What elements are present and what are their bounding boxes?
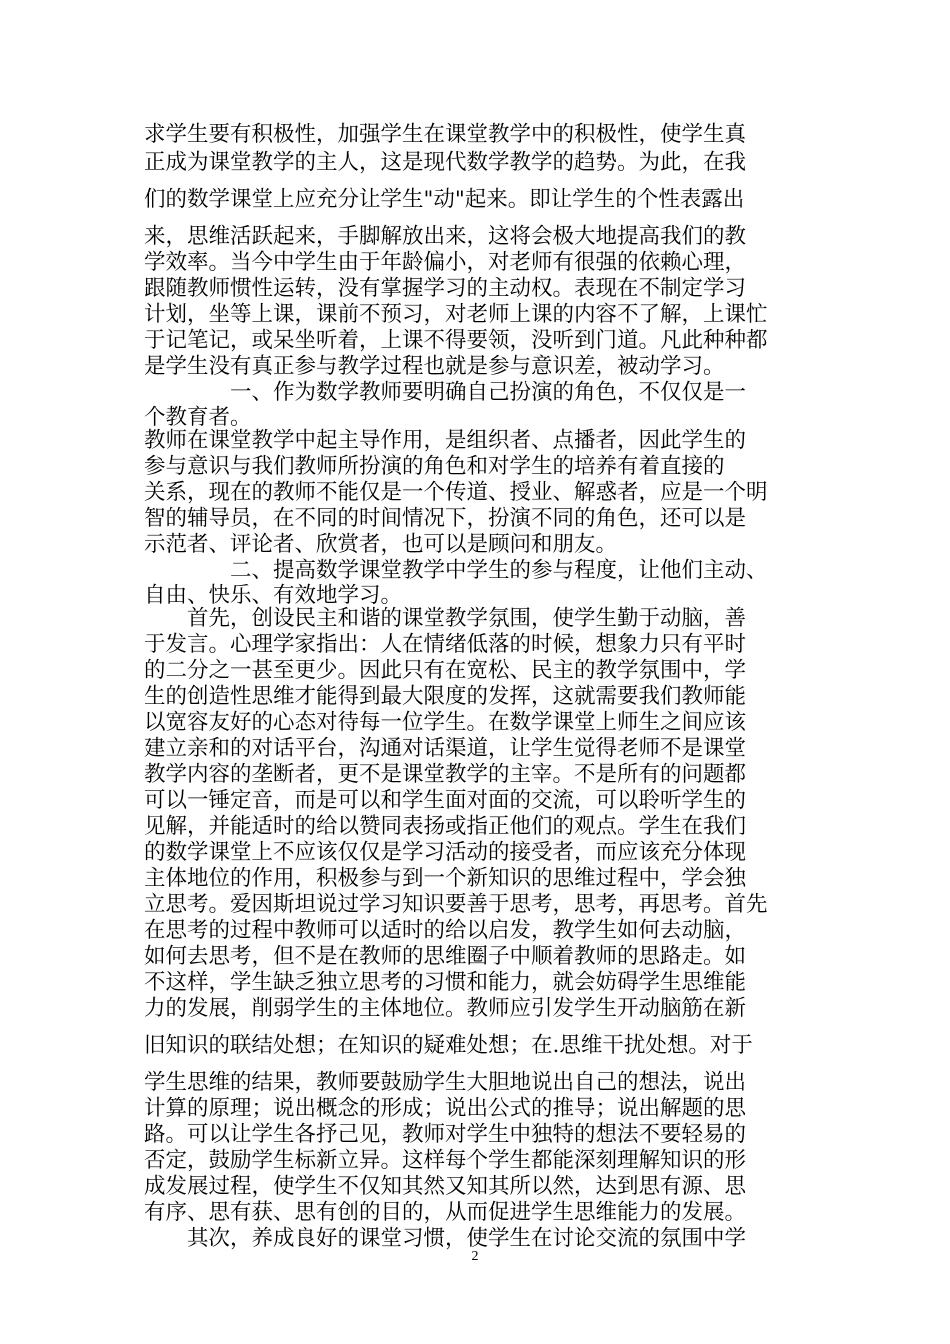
text-line: 有序、思有获、思有创的目的，从而促进学生思维能力的发展。 <box>144 1200 747 1225</box>
text-line: 们的数学课堂上应充分让学生"动"起来。即让学生的个性表露出 <box>144 187 745 212</box>
text-line: 个教育者。 <box>144 405 252 430</box>
text-line: 参与意识与我们教师所扮演的角色和对学生的培养有着直接的 <box>144 454 725 479</box>
text-line: 的二分之一甚至更少。因此只有在宽松、民主的教学氛围中，学 <box>144 658 747 683</box>
text-line: 教师在课堂教学中起主导作用，是组织者、点播者，因此学生的 <box>144 428 747 453</box>
text-line: 是学生没有真正参与教学过程也就是参与意识差，被动学习。 <box>144 354 725 379</box>
text-line: 教学内容的垄断者，更不是课堂教学的主宰。不是所有的问题都 <box>144 762 747 787</box>
text-line: 如何去思考，但不是在教师的思维圈子中顺着教师的思路走。如 <box>144 944 747 969</box>
text-line: 生的创造性思维才能得到最大限度的发挥，这就需要我们教师能 <box>144 684 747 709</box>
text-line: 建立亲和的对话平台，沟通对话渠道，让学生觉得老师不是课堂 <box>144 736 747 761</box>
text-line: 其次，养成良好的课堂习惯，使学生在讨论交流的氛围中学 <box>144 1226 747 1251</box>
text-line: 见解，并能适时的给以赞同表扬或指正他们的观点。学生在我们 <box>144 814 747 839</box>
text-line: 在思考的过程中教师可以适时的给以启发，教学生如何去动脑， <box>144 918 747 943</box>
text-line: 学效率。当今中学生由于年龄偏小，对老师有很强的依赖心理， <box>144 250 747 275</box>
text-line: 来，思维活跃起来，手脚解放出来，这将会极大地提高我们的教 <box>144 224 747 249</box>
text-line: 求学生要有积极性，加强学生在课堂教学中的积极性，使学生真 <box>144 122 747 147</box>
text-line: 自由、快乐、有效地学习。 <box>144 583 403 608</box>
text-line: 二、提高数学课堂教学中学生的参与程度，让他们主动、 <box>144 558 768 583</box>
text-line: 于发言。心理学家指出：人在情绪低落的时候，想象力只有平时 <box>144 632 747 657</box>
text-line: 正成为课堂教学的主人，这是现代数学教学的趋势。为此，在我 <box>144 150 747 175</box>
text-line: 关系，现在的教师不能仅是一个传道、授业、解惑者，应是一个明 <box>144 480 768 505</box>
text-line: 首先，创设民主和谐的课堂教学氛围，使学生勤于动脑，善 <box>144 606 747 631</box>
text-line: 于记笔记，或呆坐听着，上课不得要领，没听到门道。凡此种种都 <box>144 328 768 353</box>
text-line: 以宽容友好的心态对待每一位学生。在数学课堂上师生之间应该 <box>144 710 747 735</box>
text-line: 否定，鼓励学生标新立异。这样每个学生都能深刻理解知识的形 <box>144 1148 747 1173</box>
text-line: 不这样，学生缺乏独立思考的习惯和能力，就会妨碍学生思维能 <box>144 970 747 995</box>
text-line: 主体地位的作用，积极参与到一个新知识的思维过程中，学会独 <box>144 866 747 891</box>
text-line: 计划，坐等上课，课前不预习，对老师上课的内容不了解，上课忙 <box>144 302 768 327</box>
text-line: 示范者、评论者、欣赏者，也可以是顾问和朋友。 <box>144 532 618 557</box>
text-line: 路。可以让学生各抒己见，教师对学生中独特的想法不要轻易的 <box>144 1122 747 1147</box>
text-line: 成发展过程，使学生不仅知其然又知其所以然，达到思有源、思 <box>144 1174 747 1199</box>
text-line: 立思考。爱因斯坦说过学习知识要善于思考，思考，再思考。首先 <box>144 892 768 917</box>
text-line: 旧知识的联结处想；在知识的疑难处想；在.思维干扰处想。对于 <box>144 1033 753 1058</box>
text-line: 力的发展，削弱学生的主体地位。教师应引发学生开动脑筋在新 <box>144 996 747 1021</box>
text-line: 可以一锤定音，而是可以和学生面对面的交流，可以聆听学生的 <box>144 788 747 813</box>
text-line: 计算的原理；说出概念的形成；说出公式的推导；说出解题的思 <box>144 1096 747 1121</box>
page-number: 2 <box>471 1249 479 1264</box>
text-line: 的数学课堂上不应该仅仅是学习活动的接受者，而应该充分体现 <box>144 840 747 865</box>
text-line: 一、作为数学教师要明确自己扮演的角色，不仅仅是一 <box>144 380 747 405</box>
text-line: 智的辅导员，在不同的时间情况下，扮演不同的角色，还可以是 <box>144 506 747 531</box>
text-line: 学生思维的结果，教师要鼓励学生大胆地说出自己的想法，说出 <box>144 1070 747 1095</box>
text-line: 跟随教师惯性运转，没有掌握学习的主动权。表现在不制定学习 <box>144 276 747 301</box>
